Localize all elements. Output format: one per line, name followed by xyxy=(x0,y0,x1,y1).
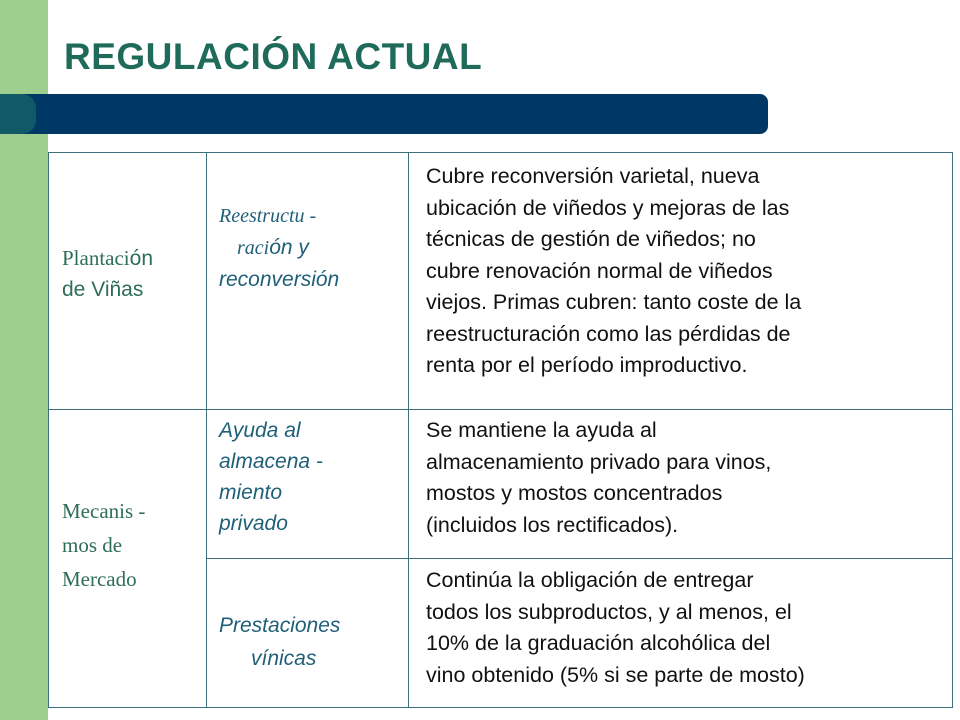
description-line: reestructuración como las pérdidas de xyxy=(426,321,791,346)
description-line: Continúa la obligación de entregar xyxy=(426,568,754,592)
description-line: viejos. Primas cubren: tanto coste de la xyxy=(426,290,802,314)
description-almacenamiento xyxy=(426,415,950,541)
category-text: mos de xyxy=(62,533,123,557)
description-line: 10% de la graduación alcohólica del xyxy=(426,631,771,655)
description-line: cubre renovación normal de viñedos xyxy=(426,258,773,283)
category-plantacion xyxy=(62,243,202,305)
col-divider-1 xyxy=(206,153,207,707)
measure-reestructuracion xyxy=(219,201,404,295)
description-line: todos los subproductos, y al menos, el xyxy=(426,599,792,624)
description-reestructuracion xyxy=(426,161,950,382)
measure-prestaciones-vinicas xyxy=(219,609,404,675)
col-divider-2 xyxy=(408,153,409,707)
category-text: Plantaci xyxy=(62,246,130,270)
measure-text: Ayuda al xyxy=(219,419,301,442)
category-mecanismos-mercado xyxy=(62,494,202,596)
row-divider-2 xyxy=(206,558,952,559)
measure-text: raci xyxy=(237,237,270,259)
row-divider-1 xyxy=(49,409,952,410)
measure-text: almacena - xyxy=(219,450,323,473)
description-line: Se mantiene la ayuda al xyxy=(426,418,657,442)
measure-text: reconversión xyxy=(219,268,340,291)
description-line: vino obtenido (5% si se parte de mosto) xyxy=(426,662,805,687)
measure-text: vínicas xyxy=(251,647,317,670)
category-text: Mecanis - xyxy=(62,499,146,523)
measure-text: privado xyxy=(219,512,288,535)
description-line: Cubre reconversión varietal, nueva xyxy=(426,164,760,188)
description-line: (incluidos los rectificados). xyxy=(426,512,679,537)
description-line: almacenamiento privado para vinos, xyxy=(426,449,772,474)
category-text: ón xyxy=(129,247,154,270)
description-line: renta por el período improductivo. xyxy=(426,353,748,377)
measure-text: Reestructu - xyxy=(219,205,317,227)
description-line: técnicas de gestión de viñedos; no xyxy=(426,227,756,251)
title-band-cap xyxy=(0,94,36,134)
category-text: de Viñas xyxy=(62,278,144,301)
title-underline-band xyxy=(0,94,768,134)
measure-text: Prestaciones xyxy=(219,614,341,637)
description-prestaciones xyxy=(426,565,950,691)
measure-text: ón y xyxy=(269,236,309,259)
description-line: ubicación de viñedos y mejoras de las xyxy=(426,195,790,220)
description-line: mostos y mostos concentrados xyxy=(426,481,723,505)
page-title: REGULACIÓN ACTUAL xyxy=(64,36,483,77)
regulation-table xyxy=(48,152,953,708)
measure-almacenamiento xyxy=(219,415,404,539)
measure-text: miento xyxy=(219,481,283,504)
category-text: Mercado xyxy=(62,567,137,591)
